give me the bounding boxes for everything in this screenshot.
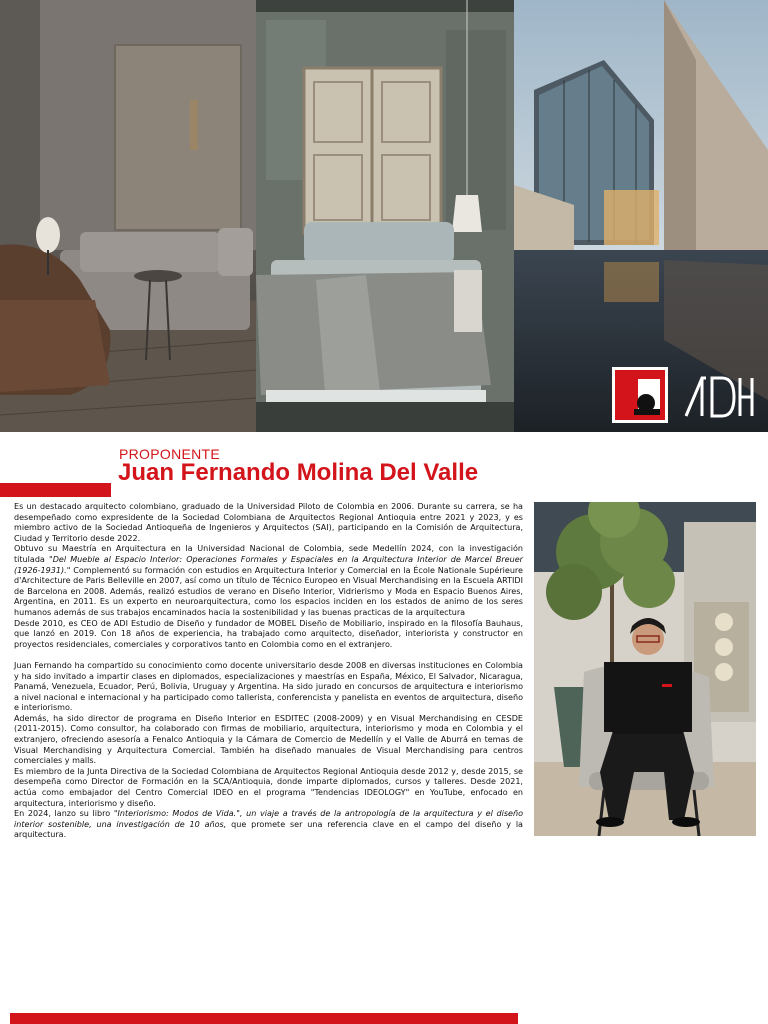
living-room-illustration xyxy=(0,0,256,432)
hero-photo-living-room xyxy=(0,0,256,432)
bio-paragraph: Es un destacado arquitecto colombiano, graduado de la Universidad Piloto de Colombia en 2006. Durante su carrera, se ha desempeñado como expresidente de la Sociedad Colombiana de Arquitectos Regional Antioquia entre 2021 y 2023, y es miembro activo de la Sociedad Antioqueña de Ingenieros y Arquitectos (SAI), participando en la Comisión de Arquitectura, Ciudad y Territorio desde 2022. xyxy=(14,502,523,543)
section-label: PROPONENTE xyxy=(119,446,221,462)
book-title: "Interiorismo: Modos de Vida.", un viaje a través de la antropología de la arquitectura y el diseño interior sostenible, una investigación de 10 años, xyxy=(14,809,523,829)
portrait-photo xyxy=(534,502,756,836)
biography-text xyxy=(14,502,523,841)
bio-text-span: Complementó su formación con estudios en Arquitectura Interior y Comercial en la École Nationale Supérieure d'Architecture de Paris Belleville en 2007, así como un título de Técnico Europeo en Visual Merchandising en la Escuela ARTIDI de Barcelona en 2008. Además, realizó estudios de verano en Diseño Interior, Vidrierismo y Moda en Espacio Buenos Aires, Argentina, en 2011. Es un experto en neuroarquitectura, como los espacios inciden en los estados de animo de los seres humanos además de sus trabajos encaminados hacia la sostenibilidad y las buenas practicas de la arquitectura xyxy=(14,565,523,617)
hero-image-strip xyxy=(0,0,768,432)
bio-text-span: En 2024, lanzo su libro xyxy=(14,809,114,819)
logo-mark-icon xyxy=(612,367,668,423)
portrait-illustration xyxy=(534,502,756,836)
hero-photo-bedroom xyxy=(256,0,514,432)
bedroom-illustration xyxy=(256,0,514,432)
hero-photo-building xyxy=(514,0,768,432)
bio-paragraph: Desde 2010, es CEO de ADI Estudio de Diseño y fundador de MOBEL Diseño de Mobiliario, inspirado en la filosofía Bauhaus, que lanzó en 2019. Con 18 años de experiencia, ha trabajado como arquitecto, diseñador, interiorista y constructor en proyectos residenciales, comerciales y corporativos tanto en Colombia como en el extranjero. xyxy=(14,618,523,649)
accent-bar-top xyxy=(0,483,111,497)
bio-paragraph: Además, ha sido director de programa en Diseño Interior en ESDITEC (2008-2009) y en Visual Merchandising en CESDE (2011-2015). Como consultor, ha colaborado con firmas de mobiliario, arquitectura, interiorismo y moda en Colombia y el extranjero, ofreciendo asesoría a Fenalco Antioquia y la Cámara de Comercio de Medellín y el Valle de Aburrá en temas de Visual Merchandising y Arquitectura Comercial. También ha diseñado manuales de Visual Merchandising para centros comerciales y malls. xyxy=(14,713,523,766)
bio-paragraph: Juan Fernando ha compartido su conocimiento como docente universitario desde 2008 en diversas instituciones en Colombia y ha sido invitado a impartir clases en diplomados, especializaciones y maestrías en España, México, El Salvador, Nicaragua, Panamá, Venezuela, Ecuador, Perú, Bolivia, Uruguay y Argentina. Ha sido jurado en concursos de arquitectura e interiorismo a nivel nacional e internacional y ha participado como tallerista, conferencista y panelista en eventos de arquitectura, diseño e interiorismo. xyxy=(14,660,523,713)
bio-paragraph xyxy=(14,809,523,841)
person-name: Juan Fernando Molina Del Valle xyxy=(118,459,479,486)
adi-logo-icon xyxy=(684,372,754,420)
bio-text-span: que promete ser una referencia clave en el campo del diseño y la arquitectura. xyxy=(14,819,523,840)
thesis-title: "Del Mueble al Espacio Interior: Operaciones Formales y Espaciales en la Arquitectura Interior de Marcel Breuer (1926-1931)." xyxy=(14,554,523,575)
bio-paragraph: Es miembro de la Junta Directiva de la Sociedad Colombiana de Arquitectos Regional Antioquia desde 2012 y, desde 2015, se desempeña como Director de Formación en la SCA/Antioquia, donde imparte diplomados, cursos y talleres. Desde 2021, actúa como embajador del Centro Comercial IDEO en el programa "Tendencias IDEOLOGY" en YouTube, enfocado en arquitectura, interiorismo y diseño. xyxy=(14,766,523,808)
bio-text-span: Obtuvo su Maestría en Arquitectura en la Universidad Nacional de Colombia, sede Medellín 2024, con la investigación titulada xyxy=(14,544,523,564)
accent-bar-bottom xyxy=(10,1013,518,1024)
bio-paragraph xyxy=(14,544,523,618)
